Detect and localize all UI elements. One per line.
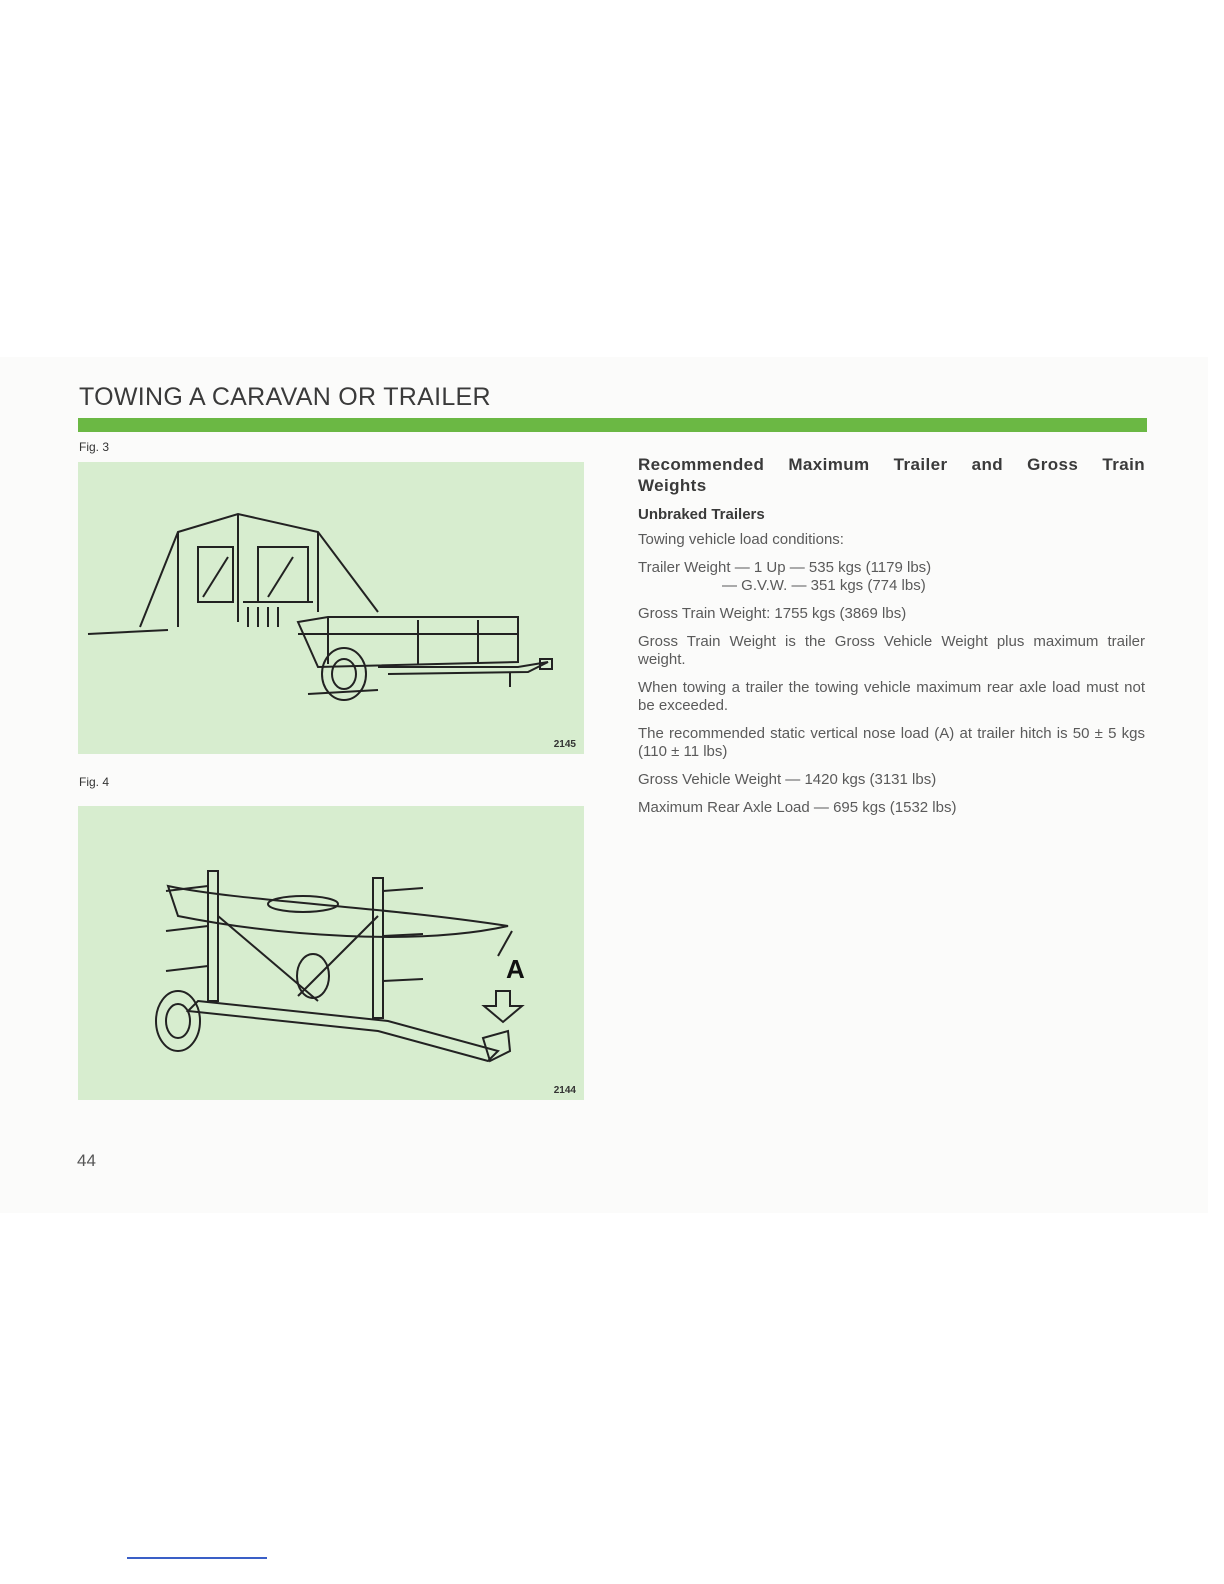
figure-3-illustration	[78, 462, 584, 754]
figure-4-label: Fig. 4	[79, 775, 110, 789]
load-conditions-text: Towing vehicle load conditions:	[638, 531, 844, 548]
section-rule	[78, 418, 1147, 432]
figure-3-label: Fig. 3	[79, 440, 110, 454]
tent-trailer-drawing	[78, 462, 584, 754]
page-title: TOWING A CARAVAN OR TRAILER	[79, 383, 491, 411]
hitch-callout-letter: A	[506, 954, 525, 984]
gross-train-weight-text: Gross Train Weight: 1755 kgs (3869 lbs)	[638, 605, 907, 622]
gross-train-definition-text: Gross Train Weight is the Gross Vehicle Weight plus maximum trailer weight.	[638, 633, 1145, 668]
trailer-weight-line1: Trailer Weight — 1 Up — 535 kgs (1179 lbs)	[638, 559, 932, 576]
nose-load-text: The recommended static vertical nose load (A) at trailer hitch is 50 ± 5 kgs (110 ± 11 lbs)	[638, 725, 1145, 760]
rear-axle-note-text: When towing a trailer the towing vehicle maximum rear axle load must not be exceeded.	[638, 679, 1145, 714]
specifications-section	[638, 454, 1145, 827]
max-rear-axle-load-text: Maximum Rear Axle Load — 695 kgs (1532 lbs)	[638, 799, 957, 816]
trailer-weight-block	[638, 559, 1145, 595]
section-heading-line1: Recommended Maximum Trailer and Gross Train	[638, 455, 1145, 474]
footer-link-underline	[127, 1557, 267, 1559]
gross-vehicle-weight-text: Gross Vehicle Weight — 1420 kgs (3131 lbs)	[638, 771, 937, 788]
section-subheading: Unbraked Trailers	[638, 506, 765, 523]
figure-4-code: 2144	[553, 1085, 576, 1096]
figure-4-illustration	[78, 806, 584, 1100]
page-number: 44	[77, 1151, 96, 1170]
section-heading-line2: Weights	[638, 476, 707, 495]
figure-3-code: 2145	[553, 739, 576, 750]
canoe-trailer-drawing	[78, 806, 584, 1100]
trailer-weight-line2: — G.V.W. — 351 kgs (774 lbs)	[722, 577, 926, 594]
